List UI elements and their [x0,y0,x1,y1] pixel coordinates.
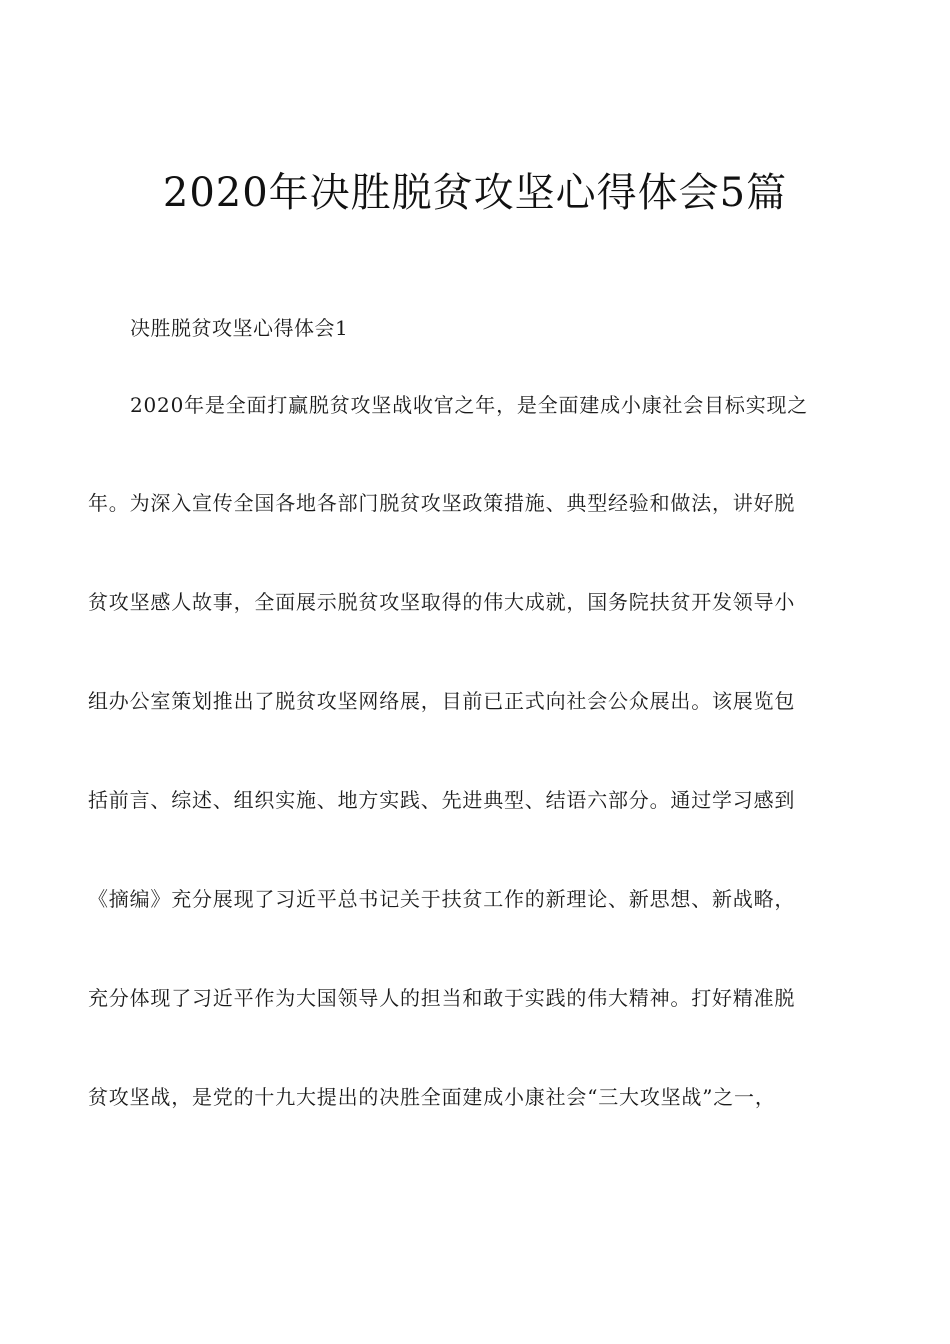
body-line: 充分体现了习近平作为大国领导人的担当和敢于实践的伟大精神。打好精准脱 [88,986,796,1010]
body-line: 年。为深入宣传全国各地各部门脱贫攻坚政策措施、典型经验和做法，讲好脱 [88,491,796,515]
body-line: 括前言、综述、组织实施、地方实践、先进典型、结语六部分。通过学习感到 [88,788,796,812]
document-title: 2020年决胜脱贫攻坚心得体会5篇 [162,169,788,216]
section-heading: 决胜脱贫攻坚心得体会1 [130,316,349,340]
body-line: 《摘编》充分展现了习近平总书记关于扶贫工作的新理论、新思想、新战略， [88,887,796,911]
body-line: 2020年是全面打赢脱贫攻坚战收官之年，是全面建成小康社会目标实现之 [130,393,809,417]
body-line: 贫攻坚战，是党的十九大提出的决胜全面建成小康社会“三大攻坚战”之一， [88,1085,776,1109]
body-line: 组办公室策划推出了脱贫攻坚网络展，目前已正式向社会公众展出。该展览包 [88,689,796,713]
body-line: 贫攻坚感人故事，全面展示脱贫攻坚取得的伟大成就，国务院扶贫开发领导小 [88,590,796,614]
